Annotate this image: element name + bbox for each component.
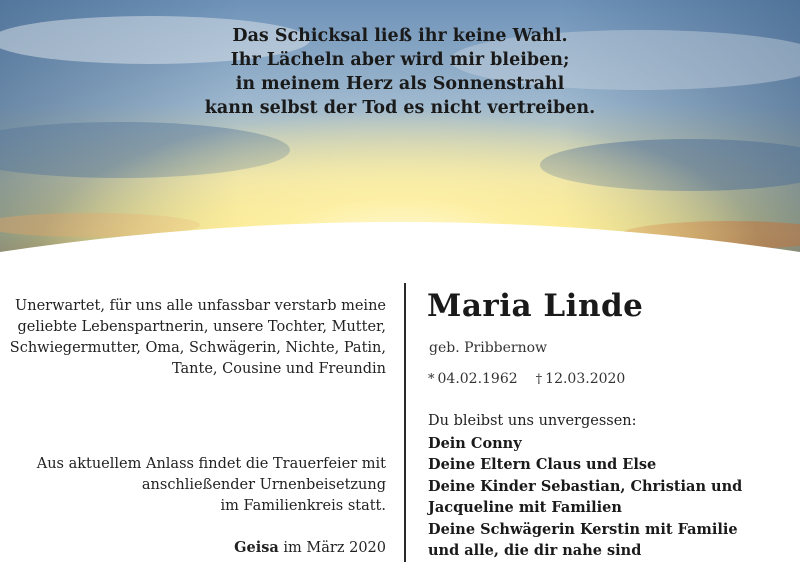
poem-line: kann selbst der Tod es nicht vertreiben. [204,98,596,118]
death-date: 12.03.2020 [545,371,626,387]
born-symbol: * [428,372,435,387]
text-line: anschließender Urnenbeisetzung [141,477,386,493]
mourner-line: Dein Conny [428,434,522,452]
mourner-line: Jacqueline mit Familien [428,499,622,516]
died-symbol: † [535,372,543,387]
mourner-line: Deine Schwägerin Kerstin mit Familie [428,520,738,538]
mourner-line: und alle, die dir nahe sind [428,542,642,559]
birth-date: 04.02.1962 [437,371,518,387]
text-line: im Familienkreis statt. [220,498,386,514]
mourners-heading: Du bleibst uns unvergessen: [428,413,637,429]
mourners-list [428,411,742,562]
funeral-notice [0,454,386,517]
text-line: Schwiegermutter, Oma, Schwägerin, Nichte, Patin, [9,340,386,356]
deceased-name: Maria Linde [427,288,644,324]
text-line: geliebte Lebenspartnerin, unsere Tochter, Mutter, [17,319,386,335]
place-and-date [0,537,386,559]
poem-line: in meinem Herz als Sonnenstrahl [235,74,565,94]
birth-name: geb. Pribbernow [429,340,548,356]
life-dates [428,371,625,387]
mourner-line: Deine Eltern Claus und Else [428,456,657,473]
text-line: Tante, Cousine und Freundin [171,361,386,377]
text-line: Unerwartet, für uns alle unfassbar verstarb meine [15,298,386,314]
vertical-divider [404,283,406,562]
poem [0,24,800,120]
text-line: Aus aktuellem Anlass findet die Trauerfeier mit [36,456,386,472]
poem-line: Das Schicksal ließ ihr keine Wahl. [232,26,568,46]
mourner-line: Deine Kinder Sebastian, Christian und [428,477,743,495]
place-date: im März 2020 [283,540,386,556]
place-town: Geisa [234,539,279,556]
death-announcement-text [0,296,386,380]
poem-line: Ihr Lächeln aber wird mir bleiben; [230,50,570,70]
